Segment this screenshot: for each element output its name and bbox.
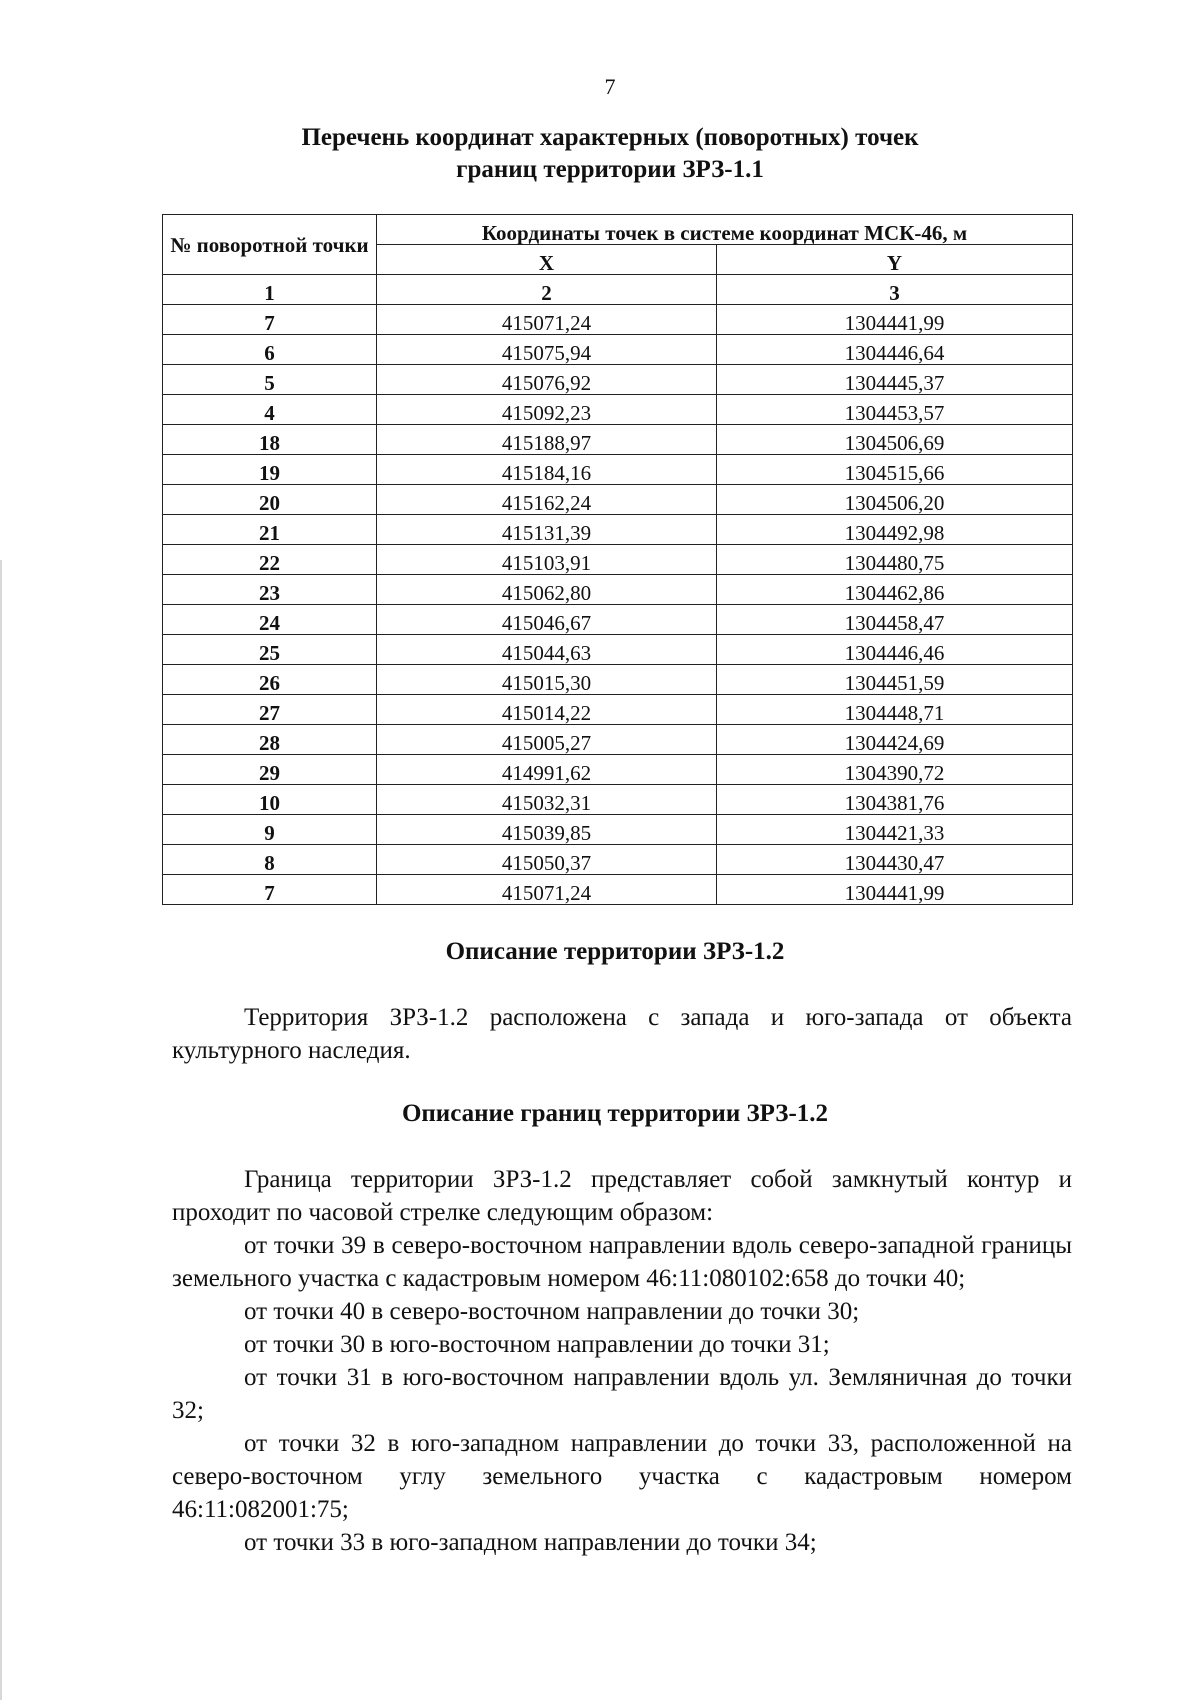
table-row xyxy=(163,605,1073,635)
point-number-cell: 20 xyxy=(163,485,377,515)
point-number-cell: 23 xyxy=(163,575,377,605)
column-number: 2 xyxy=(377,275,717,305)
table-row xyxy=(163,665,1073,695)
scan-edge xyxy=(0,560,2,1700)
table-row xyxy=(163,755,1073,785)
y-cell: 1304446,64 xyxy=(717,335,1073,365)
table-row xyxy=(163,305,1073,335)
territory-description xyxy=(172,1001,1072,1067)
point-number-cell: 7 xyxy=(163,305,377,335)
x-cell: 415184,16 xyxy=(377,455,717,485)
table-row xyxy=(163,545,1073,575)
y-cell: 1304430,47 xyxy=(717,845,1073,875)
point-number-cell: 19 xyxy=(163,455,377,485)
table-row xyxy=(163,455,1073,485)
point-number-cell: 6 xyxy=(163,335,377,365)
title-line-2: границ территории ЗРЗ-1.1 xyxy=(456,156,764,183)
y-cell: 1304453,57 xyxy=(717,395,1073,425)
paragraph: от точки 40 в северо-восточном направлении до точки 30; xyxy=(244,1298,860,1325)
x-cell: 415015,30 xyxy=(377,665,717,695)
x-cell: 415046,67 xyxy=(377,605,717,635)
y-cell: 1304448,71 xyxy=(717,695,1073,725)
x-cell: 415092,23 xyxy=(377,395,717,425)
y-cell: 1304451,59 xyxy=(717,665,1073,695)
paragraph: от точки 39 в северо-восточном направлении вдоль северо-западной границы земельного участка с кадастровым номером 46:11:080102:658 до точки 40; xyxy=(172,1232,1072,1292)
y-cell: 1304462,86 xyxy=(717,575,1073,605)
point-number-cell: 28 xyxy=(163,725,377,755)
table-row xyxy=(163,425,1073,455)
y-cell: 1304506,69 xyxy=(717,425,1073,455)
y-cell: 1304458,47 xyxy=(717,605,1073,635)
table-row xyxy=(163,695,1073,725)
table-row xyxy=(163,875,1073,905)
paragraph: Территория ЗРЗ-1.2 расположена с запада и юго-запада от объекта культурного наследия. xyxy=(172,1004,1072,1064)
table-row xyxy=(163,635,1073,665)
coordinates-table xyxy=(162,214,1073,905)
x-cell: 415162,24 xyxy=(377,485,717,515)
section-heading-borders: Описание границ территории ЗРЗ-1.2 xyxy=(401,1100,829,1127)
point-number-cell: 22 xyxy=(163,545,377,575)
header-coordinates: Координаты точек в системе координат МСК-46, м xyxy=(377,215,1073,245)
header-y: Y xyxy=(717,245,1073,275)
point-number-cell: 7 xyxy=(163,875,377,905)
table-row xyxy=(163,365,1073,395)
table-row xyxy=(163,815,1073,845)
x-cell: 415032,31 xyxy=(377,785,717,815)
paragraph: Граница территории ЗРЗ-1.2 представляет собой замкнутый контур и проходит по часовой стрелке следующим образом: xyxy=(172,1166,1072,1226)
column-number: 1 xyxy=(163,275,377,305)
y-cell: 1304480,75 xyxy=(717,545,1073,575)
y-cell: 1304506,20 xyxy=(717,485,1073,515)
point-number-cell: 18 xyxy=(163,425,377,455)
table-body xyxy=(163,275,1073,905)
point-number-cell: 21 xyxy=(163,515,377,545)
x-cell: 415050,37 xyxy=(377,845,717,875)
point-number-cell: 29 xyxy=(163,755,377,785)
column-number: 3 xyxy=(717,275,1073,305)
x-cell: 415131,39 xyxy=(377,515,717,545)
x-cell: 415014,22 xyxy=(377,695,717,725)
x-cell: 415071,24 xyxy=(377,875,717,905)
y-cell: 1304445,37 xyxy=(717,365,1073,395)
y-cell: 1304421,33 xyxy=(717,815,1073,845)
table-row xyxy=(163,785,1073,815)
point-number-cell: 9 xyxy=(163,815,377,845)
point-number-cell: 26 xyxy=(163,665,377,695)
paragraph: от точки 32 в юго-западном направлении до точки 33, расположенной на северо-восточном углу земельного участка с кадастровым номером 46:11:082001:75; xyxy=(172,1430,1072,1523)
x-cell: 415071,24 xyxy=(377,305,717,335)
table-row xyxy=(163,845,1073,875)
title-line-1: Перечень координат характерных (поворотных) точек xyxy=(301,124,919,151)
y-cell: 1304441,99 xyxy=(717,305,1073,335)
y-cell: 1304424,69 xyxy=(717,725,1073,755)
point-number-cell: 10 xyxy=(163,785,377,815)
point-number-cell: 8 xyxy=(163,845,377,875)
point-number-cell: 27 xyxy=(163,695,377,725)
x-cell: 415076,92 xyxy=(377,365,717,395)
x-cell: 415075,94 xyxy=(377,335,717,365)
y-cell: 1304515,66 xyxy=(717,455,1073,485)
point-number-cell: 5 xyxy=(163,365,377,395)
x-cell: 415103,91 xyxy=(377,545,717,575)
borders-description xyxy=(172,1163,1072,1559)
x-cell: 415044,63 xyxy=(377,635,717,665)
section-heading-territory: Описание территории ЗРЗ-1.2 xyxy=(445,938,785,965)
table-row xyxy=(163,575,1073,605)
table-row xyxy=(163,485,1073,515)
y-cell: 1304381,76 xyxy=(717,785,1073,815)
point-number-cell: 24 xyxy=(163,605,377,635)
paragraph: от точки 33 в юго-западном направлении до точки 34; xyxy=(244,1529,817,1556)
x-cell: 414991,62 xyxy=(377,755,717,785)
header-x: X xyxy=(377,245,717,275)
x-cell: 415062,80 xyxy=(377,575,717,605)
header-point-number: № поворотной точки xyxy=(163,215,377,275)
y-cell: 1304390,72 xyxy=(717,755,1073,785)
y-cell: 1304441,99 xyxy=(717,875,1073,905)
paragraph: от точки 31 в юго-восточном направлении вдоль ул. Земляничная до точки 32; xyxy=(172,1364,1072,1424)
x-cell: 415039,85 xyxy=(377,815,717,845)
page-title xyxy=(0,122,1200,186)
table-row xyxy=(163,725,1073,755)
x-cell: 415005,27 xyxy=(377,725,717,755)
point-number-cell: 25 xyxy=(163,635,377,665)
page-number: 7 xyxy=(604,74,616,99)
table-row xyxy=(163,335,1073,365)
y-cell: 1304492,98 xyxy=(717,515,1073,545)
y-cell: 1304446,46 xyxy=(717,635,1073,665)
table-row xyxy=(163,395,1073,425)
paragraph: от точки 30 в юго-восточном направлении до точки 31; xyxy=(244,1331,830,1358)
column-numbers-row xyxy=(163,275,1073,305)
x-cell: 415188,97 xyxy=(377,425,717,455)
table-row xyxy=(163,515,1073,545)
point-number-cell: 4 xyxy=(163,395,377,425)
